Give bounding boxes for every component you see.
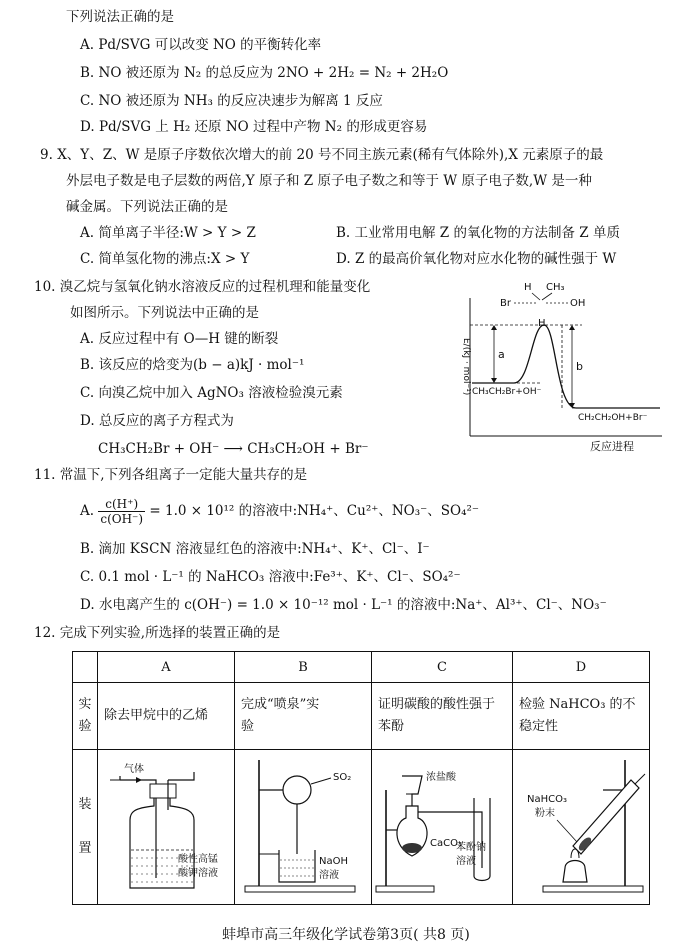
row-label-experiment: 实 验 xyxy=(73,683,98,750)
fountain-apparatus xyxy=(235,750,371,900)
ts-h-label: H xyxy=(524,282,532,293)
q8-option-c: C. NO 被还原为 NH₃ 的反应决速步为解离 1 反应 xyxy=(80,93,383,109)
q12-stem: 12. 完成下列实验,所选择的装置正确的是 xyxy=(34,625,281,641)
gas-washing-bottle xyxy=(98,750,234,900)
device-a-solution-line1: 酸性高锰 xyxy=(178,854,218,865)
q10-option-c: C. 向溴乙烷中加入 AgNO₃ 溶液检验溴元素 xyxy=(80,385,343,401)
row-label-device: 装 置 xyxy=(73,750,98,905)
q10-equation: CH₃CH₂Br + OH⁻ ⟶ CH₃CH₂OH + Br⁻ xyxy=(98,441,369,457)
header-a: A xyxy=(98,652,235,683)
q10-stem-line1: 10. 溴乙烷与氢氧化钠水溶液反应的过程机理和能量变化 xyxy=(34,279,371,295)
page-footer: 蚌埠市高三年级化学试卷第3页( 共8 页) xyxy=(222,927,470,943)
ts-oh-label: OH xyxy=(570,298,586,309)
device-a-solution-line2: 酸钾溶液 xyxy=(178,868,218,879)
experiment-a: 除去甲烷中的乙烯 xyxy=(98,683,235,750)
device-d-solid-line1: NaHCO₃ xyxy=(527,794,567,805)
q10-stem-line2: 如图所示。下列说法中正确的是 xyxy=(70,305,259,321)
device-c-acid-label: 浓盐酸 xyxy=(426,772,456,783)
experiment-table xyxy=(72,651,650,905)
q10-option-a: A. 反应过程中有 O—H 键的断裂 xyxy=(80,331,279,347)
product-label: CH₂CH₂OH+Br⁻ xyxy=(578,413,648,423)
q11-option-c: C. 0.1 mol · L⁻¹ 的 NaHCO₃ 溶液中:Fe³⁺、K⁺、Cl⁻、SO₄²⁻ xyxy=(80,569,461,585)
ts-c-label: H xyxy=(538,318,546,329)
q9-option-a: A. 简单离子半径:W > Y > Z xyxy=(80,225,256,241)
acid-strength-apparatus xyxy=(372,750,512,900)
ts-br-label: Br xyxy=(500,298,511,309)
q11-option-a: A. $\frac{c(H^+)}{c(OH^-)}$ = 1.0 × 10¹² 的溶液中:NH₄⁺、Cu²⁺、NO₃⁻、SO₄²⁻ xyxy=(80,497,480,526)
experiment-b: 完成“喷泉”实 验 xyxy=(235,683,372,750)
q9-option-b: B. 工业常用电解 Z 的氧化物的方法制备 Z 单质 xyxy=(336,225,620,241)
device-b-gas-label: SO₂ xyxy=(333,772,352,783)
q10-option-d: D. 总反应的离子方程式为 xyxy=(80,413,234,429)
decomposition-apparatus xyxy=(513,750,649,900)
q9-stem-line2: 外层电子数是电子层数的两倍,Y 原子和 Z 原子电子数之和等于 W 原子电子数,W 是一种 xyxy=(66,173,592,189)
device-d xyxy=(513,750,650,905)
table-row-device xyxy=(73,750,650,905)
table-header-row xyxy=(73,652,650,683)
q11-fraction: $\frac{c(H^+)}{c(OH^-)}$ xyxy=(100,497,144,526)
device-d-solid-line2: 粉末 xyxy=(535,808,555,819)
device-c xyxy=(372,750,513,905)
header-d: D xyxy=(513,652,650,683)
device-c-solid-label: CaCO₃ xyxy=(430,838,462,849)
device-c-solution-line1: 苯酚钠 xyxy=(456,842,486,853)
header-c: C xyxy=(372,652,513,683)
device-b xyxy=(235,750,372,905)
label-b: b xyxy=(576,360,583,373)
table-corner xyxy=(73,652,98,683)
reactant-label: CH₃CH₂Br+OH⁻ xyxy=(472,387,542,397)
q11-option-d: D. 水电离产生的 c(OH⁻) = 1.0 × 10⁻¹² mol · L⁻¹ 的溶液中:Na⁺、Al³⁺、Cl⁻、NO₃⁻ xyxy=(80,597,607,613)
device-a xyxy=(98,750,235,905)
q11-stem: 11. 常温下,下列各组离子一定能大量共存的是 xyxy=(34,467,308,483)
label-a: a xyxy=(498,348,505,361)
experiment-d: 检验 NaHCO₃ 的不 稳定性 xyxy=(513,683,650,750)
q9-option-d: D. Z 的最高价氧化物对应水化物的碱性强于 W xyxy=(336,251,617,267)
diagram-ylabel: E/(kJ · mol⁻¹) xyxy=(461,338,471,396)
diagram-xlabel: 反应进程 xyxy=(590,440,634,453)
q11-option-b: B. 滴加 KSCN 溶液显红色的溶液中:NH₄⁺、K⁺、Cl⁻、I⁻ xyxy=(80,541,430,557)
table-row-experiment xyxy=(73,683,650,750)
energy-diagram xyxy=(452,278,672,454)
device-b-solution-line2: 溶液 xyxy=(319,870,339,881)
q8-stem: 下列说法正确的是 xyxy=(66,9,174,25)
device-b-solution-line1: NaOH xyxy=(319,856,348,867)
q9-option-c: C. 简单氢化物的沸点:X > Y xyxy=(80,251,250,267)
q8-option-b: B. NO 被还原为 N₂ 的总反应为 2NO + 2H₂ = N₂ + 2H₂O xyxy=(80,65,449,81)
q9-stem-line3: 碱金属。下列说法正确的是 xyxy=(66,199,228,215)
header-b: B xyxy=(235,652,372,683)
q10-option-b: B. 该反应的焓变为(b − a)kJ · mol⁻¹ xyxy=(80,357,305,373)
device-a-gas-label: 气体 xyxy=(124,764,144,775)
device-c-solution-line2: 溶液 xyxy=(456,856,476,867)
q8-option-d: D. Pd/SVG 上 H₂ 还原 NO 过程中产物 N₂ 的形成更容易 xyxy=(80,119,428,135)
experiment-c: 证明碳酸的酸性强于 苯酚 xyxy=(372,683,513,750)
q9-stem-line1: 9. X、Y、Z、W 是原子序数依次增大的前 20 号不同主族元素(稀有气体除外),X 元素原子的最 xyxy=(40,147,604,163)
q8-option-a: A. Pd/SVG 可以改变 NO 的平衡转化率 xyxy=(80,37,322,53)
ts-ch3-label: CH₃ xyxy=(546,282,565,293)
